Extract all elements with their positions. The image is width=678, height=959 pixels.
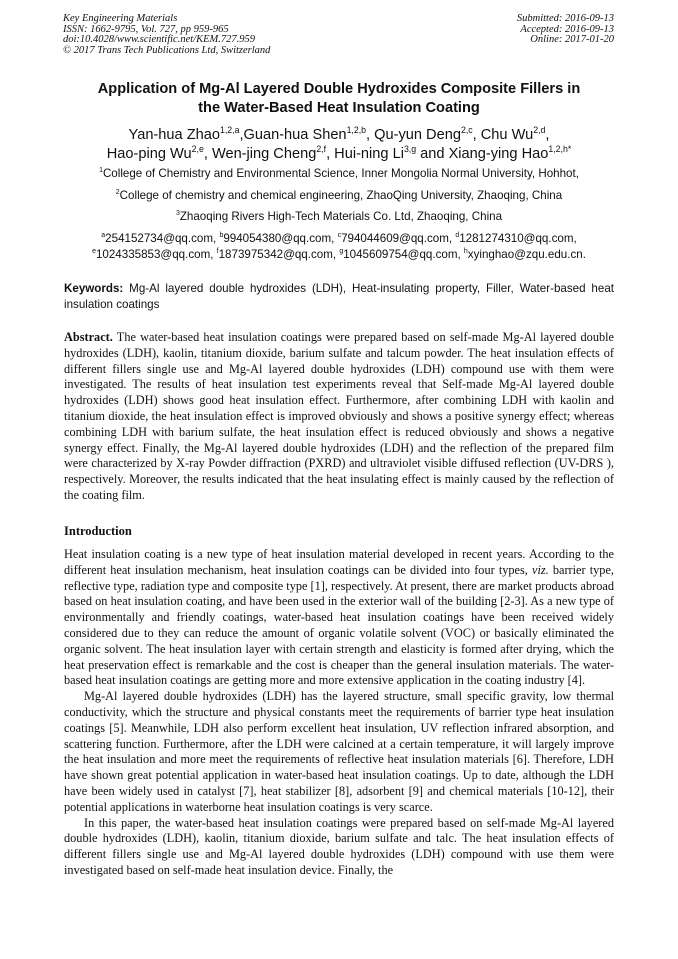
copyright-line: © 2017 Trans Tech Publications Ltd, Switzerland — [63, 44, 271, 56]
email-marker: b — [219, 232, 224, 240]
email-address: 1045609754@qq.com, — [343, 248, 464, 261]
author-name: Wen-jing Cheng — [211, 146, 317, 162]
author-list — [40, 126, 638, 164]
author-name: Qu-yun Deng — [374, 127, 461, 143]
email-marker: c — [337, 232, 342, 240]
author-name: Yan-hua Zhao — [128, 127, 220, 143]
email-address: 1281274310@qq.com, — [459, 232, 577, 245]
author-affil-marker: 2,c — [460, 125, 473, 136]
affiliation-marker: 1 — [99, 167, 103, 175]
email-marker: e — [92, 248, 96, 256]
email-marker: h — [463, 248, 468, 256]
author-name: Guan-hua Shen — [243, 127, 347, 143]
affiliation-marker: 3 — [175, 210, 180, 218]
email-marker: g — [339, 248, 344, 256]
affiliation-1 — [40, 167, 638, 181]
email-address: xyinghao@zqu.edu.cn. — [467, 248, 586, 261]
accepted-date: Accepted: 2016-09-13 — [520, 23, 614, 35]
author-affil-marker: 1,2,a — [219, 125, 240, 136]
author-affil-marker: 2,d — [533, 125, 546, 136]
title-line-2: the Water-Based Heat Insulation Coating — [198, 100, 480, 116]
email-address: 1873975342@qq.com, — [218, 248, 340, 261]
author-affil-marker: 1,2,h* — [548, 144, 572, 155]
email-marker: a — [101, 232, 106, 240]
issn-line: ISSN: 1662-9795, Vol. 727, pp 959-965 — [63, 23, 229, 35]
author-name: Xiang-ying Hao — [448, 146, 549, 162]
email-address: 794044609@qq.com, — [341, 232, 456, 245]
affiliation-marker: 2 — [115, 189, 120, 197]
author-separator: and — [416, 146, 449, 162]
keywords-label: Keywords: — [64, 282, 124, 295]
journal-info — [63, 14, 270, 56]
email-address: 994054380@qq.com, — [223, 232, 338, 245]
email-marker: d — [455, 232, 460, 240]
email-marker: f — [216, 248, 219, 256]
keywords-text: Mg-Al layered double hydroxides (LDH), Heat-insulating property, Filler, Water-based heat insulation coatings — [64, 282, 614, 311]
author-affil-marker: 2,e — [191, 144, 204, 155]
affiliation-text: College of chemistry and chemical engineering, ZhaoQing University, Zhaoqing, China — [119, 189, 563, 202]
affiliation-text: Zhaoqing Rivers High-Tech Materials Co. Ltd, Zhaoqing, China — [179, 210, 503, 223]
author-name: Hui-ning Li — [334, 146, 404, 162]
author-name: Hao-ping Wu — [106, 146, 192, 162]
introduction-heading: Introduction — [64, 524, 132, 538]
affiliation-2 — [40, 189, 638, 203]
author-separator: , — [366, 127, 375, 143]
intro-paragraph-2: Mg-Al layered double hydroxides (LDH) has the layered structure, small specific gravity, low thermal conductivity, which the structure and physical constants meet the requirements of barrier type heat insulation coatings [5]. Meanwhile, LDH also perform excellent heat insulation, UV reflection infrared absorption, and scattering function. Furthermore, after the LDH were calcined at a certain temperature, it will largely improve the heat insulation and more meet the requirements of reflective heat insulation materials [6]. Therefore, LDH have shown great potential application in water-based heat insulation coatings. Up to date, although the LDH have been widely used in catalyst [7], heat stabilizer [8], adsorbent [9] and chemical materials [10-12], their potential applications in waterborne heat insulation coatings is very scarce. — [64, 689, 614, 814]
author-name: Chu Wu — [480, 127, 534, 143]
author-affil-marker: 2,f — [316, 144, 327, 155]
affiliation-3 — [40, 210, 638, 224]
author-separator: , — [326, 146, 335, 162]
intro-paragraph-3: In this paper, the water-based heat insulation coatings were prepared based on self-made Mg-Al layered double hydroxides (LDH), kaolin, titanium dioxide, barium sulfate and talc. The heat insulation effects of different fillers single use and Mg-Al layered double hydroxides (LDH) compound with use them were investigated based on self-made heat insulation device. Finally, the — [64, 815, 614, 877]
abstract-text: The water-based heat insulation coatings were prepared based on self-made Mg-Al layered double hydroxides (LDH), kaolin, titanium dioxide, barium sulfate and talcum powder. The heat insulation effects of different fillers single use and Mg-Al layered double hydroxides (LDH) compound use with them were investigated. The results of heat insulation test experiments reveal that Self-made Mg-Al layered double hydroxides (LDH) shows good heat insulation effect. Furthermore, after combining LDH with kaolin and titanium dioxide, the heat insulation effect is improved obviously and shows a positive synergy effect; whereas combining LDH with barium sulfate, the heat insulation effect is reduced obviously and shows a negative synergy effect. Finally, the Mg-Al layered double hydroxides (LDH) and the reflection of the prepared film were characterized by X-ray Powder diffraction (PXRD) and ultraviolet visible diffused reflection (UV-DRS ), respectively. Moreover, the results indicated that the heat insulating effect is mainly caused by the reflection of the coating film. — [64, 330, 614, 502]
abstract-block — [64, 330, 614, 504]
author-separator: , — [545, 127, 550, 143]
keywords-block — [64, 281, 614, 312]
submission-dates — [517, 14, 614, 46]
author-separator: , — [203, 146, 212, 162]
abstract-label: Abstract. — [64, 330, 113, 344]
author-affil-marker: 3,g — [403, 144, 417, 155]
paper-title — [40, 80, 638, 118]
paragraph-text: Heat insulation coating is a new type of heat insulation material developed in recent years. According to the different heat insulation mechanism, heat insulation coatings can be divided into four types, — [64, 547, 614, 577]
email-list — [40, 231, 638, 263]
author-separator: , — [239, 127, 244, 143]
email-line-2 — [40, 247, 638, 263]
online-date: Online: 2017-01-20 — [530, 34, 614, 46]
email-line-1 — [40, 231, 638, 247]
affiliation-text: College of Chemistry and Environmental Science, Inner Mongolia Normal University, Hohhot, — [102, 167, 579, 180]
author-affil-marker: 1,2,b — [346, 125, 367, 136]
author-line-2 — [40, 145, 638, 164]
submitted-date: Submitted: 2016-09-13 — [516, 13, 614, 24]
intro-paragraph-1 — [64, 547, 614, 689]
paragraph-text: barrier type, reflective type, radiation type and composite type [1], respectively. At present, there are market products abroad based on heat insulation coating, and have been used in the exterior wall of the building [2-3]. As a new type of environmentally and friendly coatings, water-based heat insulation coatings have been received widely considered due to they can reduce the amount of organic volatile solvent (VOC) or basically eliminated the organic solvent. The heat insulation layer with certain strength and elasticity is formed after drying, which the heat preservation effect is remarkable and the cost is cheaper than the general insulation materials. The water-based heat insulation coatings are getting more and more extensive application in the coating industry [4]. — [64, 562, 614, 688]
journal-name: Key Engineering Materials — [63, 13, 178, 24]
introduction-body — [64, 547, 614, 879]
author-separator: , — [472, 127, 481, 143]
title-line-1: Application of Mg-Al Layered Double Hydroxides Composite Fillers in — [97, 81, 581, 97]
viz-italic: viz. — [531, 562, 549, 577]
author-line-1 — [40, 126, 638, 145]
email-address: 254152734@qq.com, — [105, 232, 220, 245]
email-address: 1024335853@qq.com, — [95, 248, 217, 261]
doi-line: doi:10.4028/www.scientific.net/KEM.727.959 — [63, 34, 255, 46]
